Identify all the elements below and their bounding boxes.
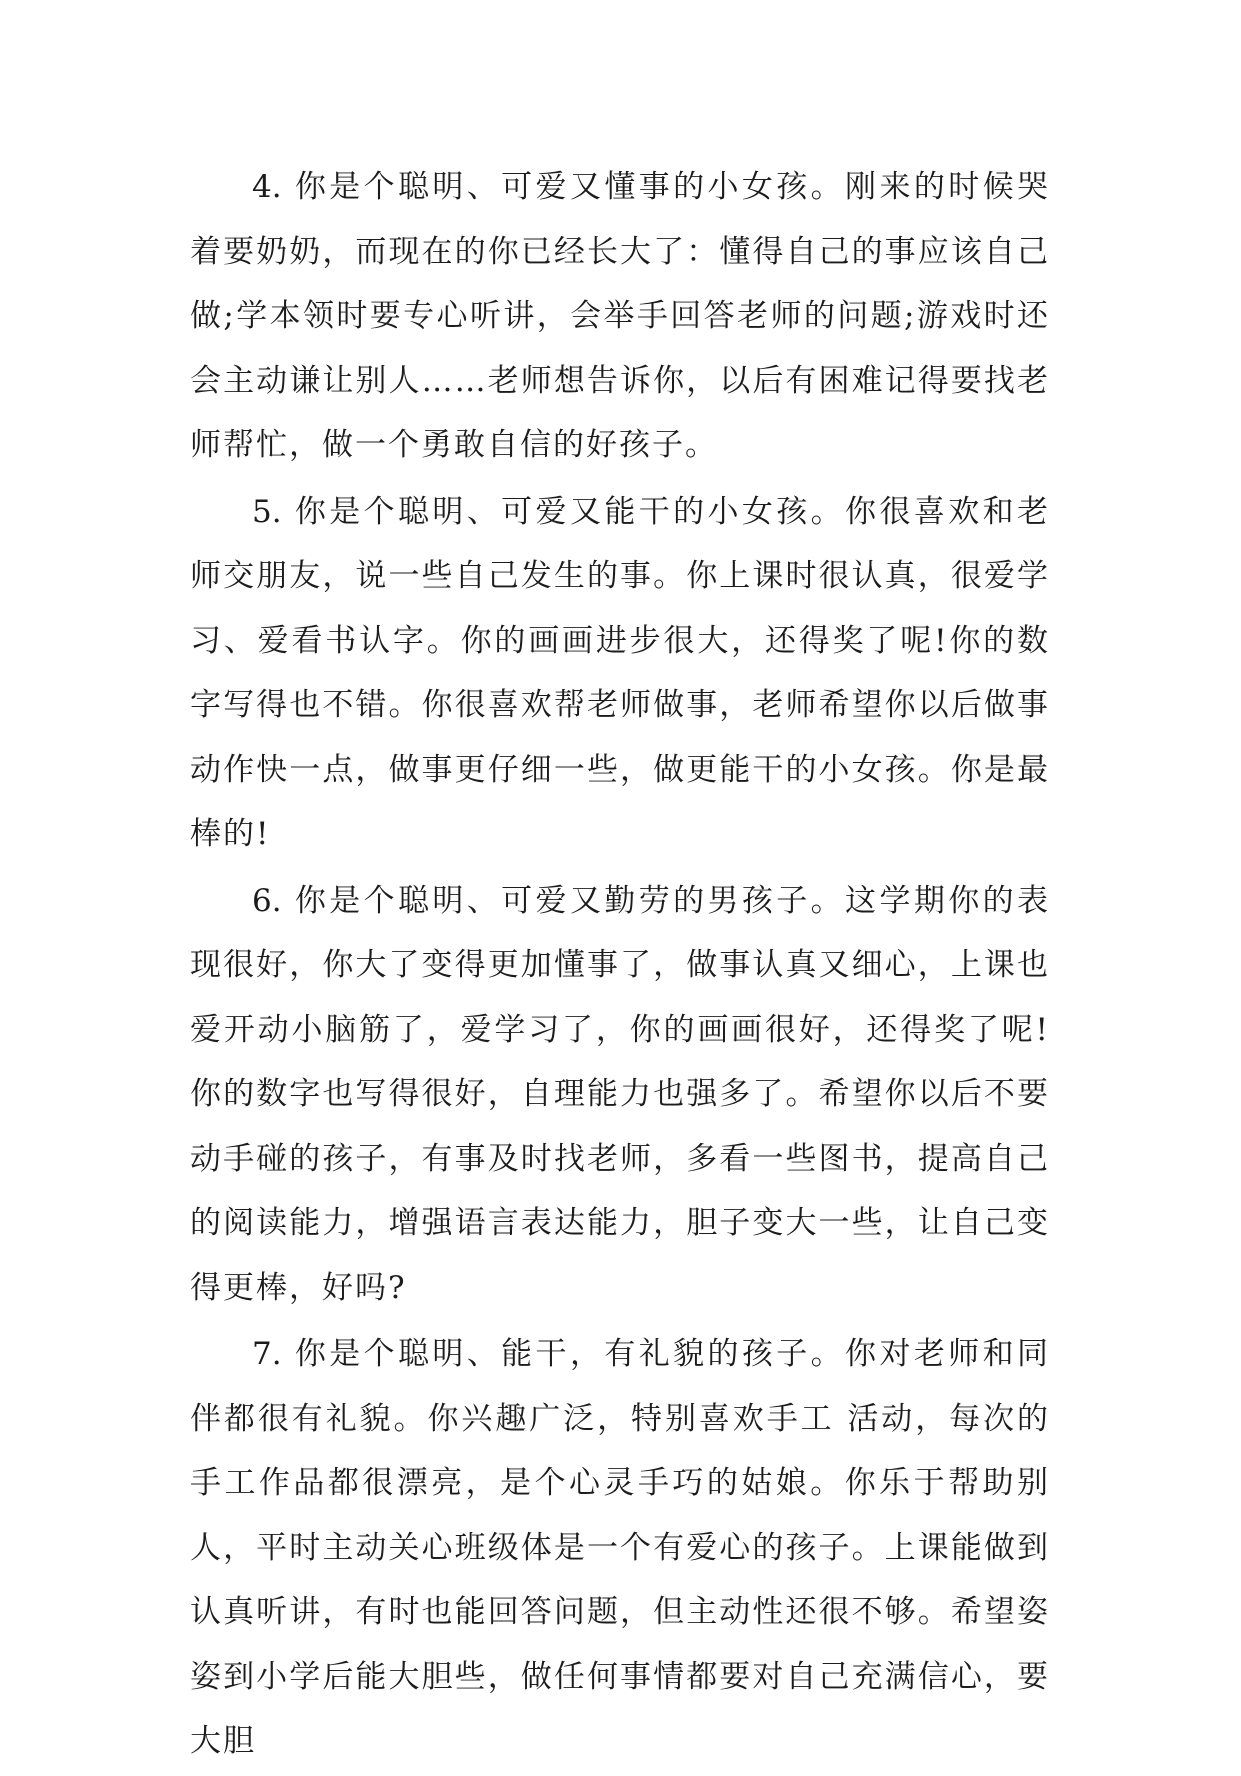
paragraph-number: 4. bbox=[252, 169, 282, 205]
paragraph-text: 你是个聪明、可爱又能干的小女孩。你很喜欢和老师交朋友，说一些自己发生的事。你上课时很认真，很爱学习、爱看书认字。你的画画进步很大，还得奖了呢!你的数字写得也不错。你很喜欢帮老师做事，老师希望你以后做事动作快一点，做事更仔细一些，做更能干的小女孩。你是最棒的! bbox=[190, 493, 1050, 852]
comment-paragraph-6 bbox=[190, 869, 1050, 1321]
paragraph-text: 你是个聪明、能干，有礼貌的孩子。你对老师和同伴都很有礼貌。你兴趣广泛，特别喜欢手工 活动，每次的手工作品都很漂亮，是个心灵手巧的姑娘。你乐于帮助别人，平时主动关心班级体是一个有爱心的孩子。上课能做到认真听讲，有时也能回答问题，但主动性还很不够。希望姿姿到小学后能大胆些，做任何事情都要对自己充满信心，要大胆 bbox=[190, 1336, 1050, 1759]
comment-paragraph-5 bbox=[190, 480, 1050, 867]
paragraph-number: 6. bbox=[252, 882, 282, 919]
document-body bbox=[190, 155, 1050, 1776]
comment-paragraph-7 bbox=[190, 1322, 1050, 1774]
comment-paragraph-4 bbox=[190, 155, 1050, 478]
paragraph-number: 5. bbox=[252, 493, 282, 530]
paragraph-text: 你是个聪明、可爱又懂事的小女孩。刚来的时候哭着要奶奶，而现在的你已经长大了：懂得自己的事应该自己做;学本领时要专心听讲，会举手回答老师的问题;游戏时还会主动谦让别人……老师想告诉你，以后有困难记得要找老师帮忙，做一个勇敢自信的好孩子。 bbox=[190, 169, 1050, 463]
paragraph-text: 你是个聪明、可爱又勤劳的男孩子。这学期你的表现很好，你大了变得更加懂事了，做事认真又细心，上课也爱开动小脑筋了，爱学习了，你的画画很好，还得奖了呢!你的数字也写得很好，自理能力也强多了。希望你以后不要动手碰的孩子，有事及时找老师，多看一些图书，提高自己的阅读能力，增强语言表达能力，胆子变大一些，让自己变得更棒，好吗? bbox=[190, 882, 1050, 1306]
paragraph-number: 7. bbox=[252, 1336, 282, 1372]
